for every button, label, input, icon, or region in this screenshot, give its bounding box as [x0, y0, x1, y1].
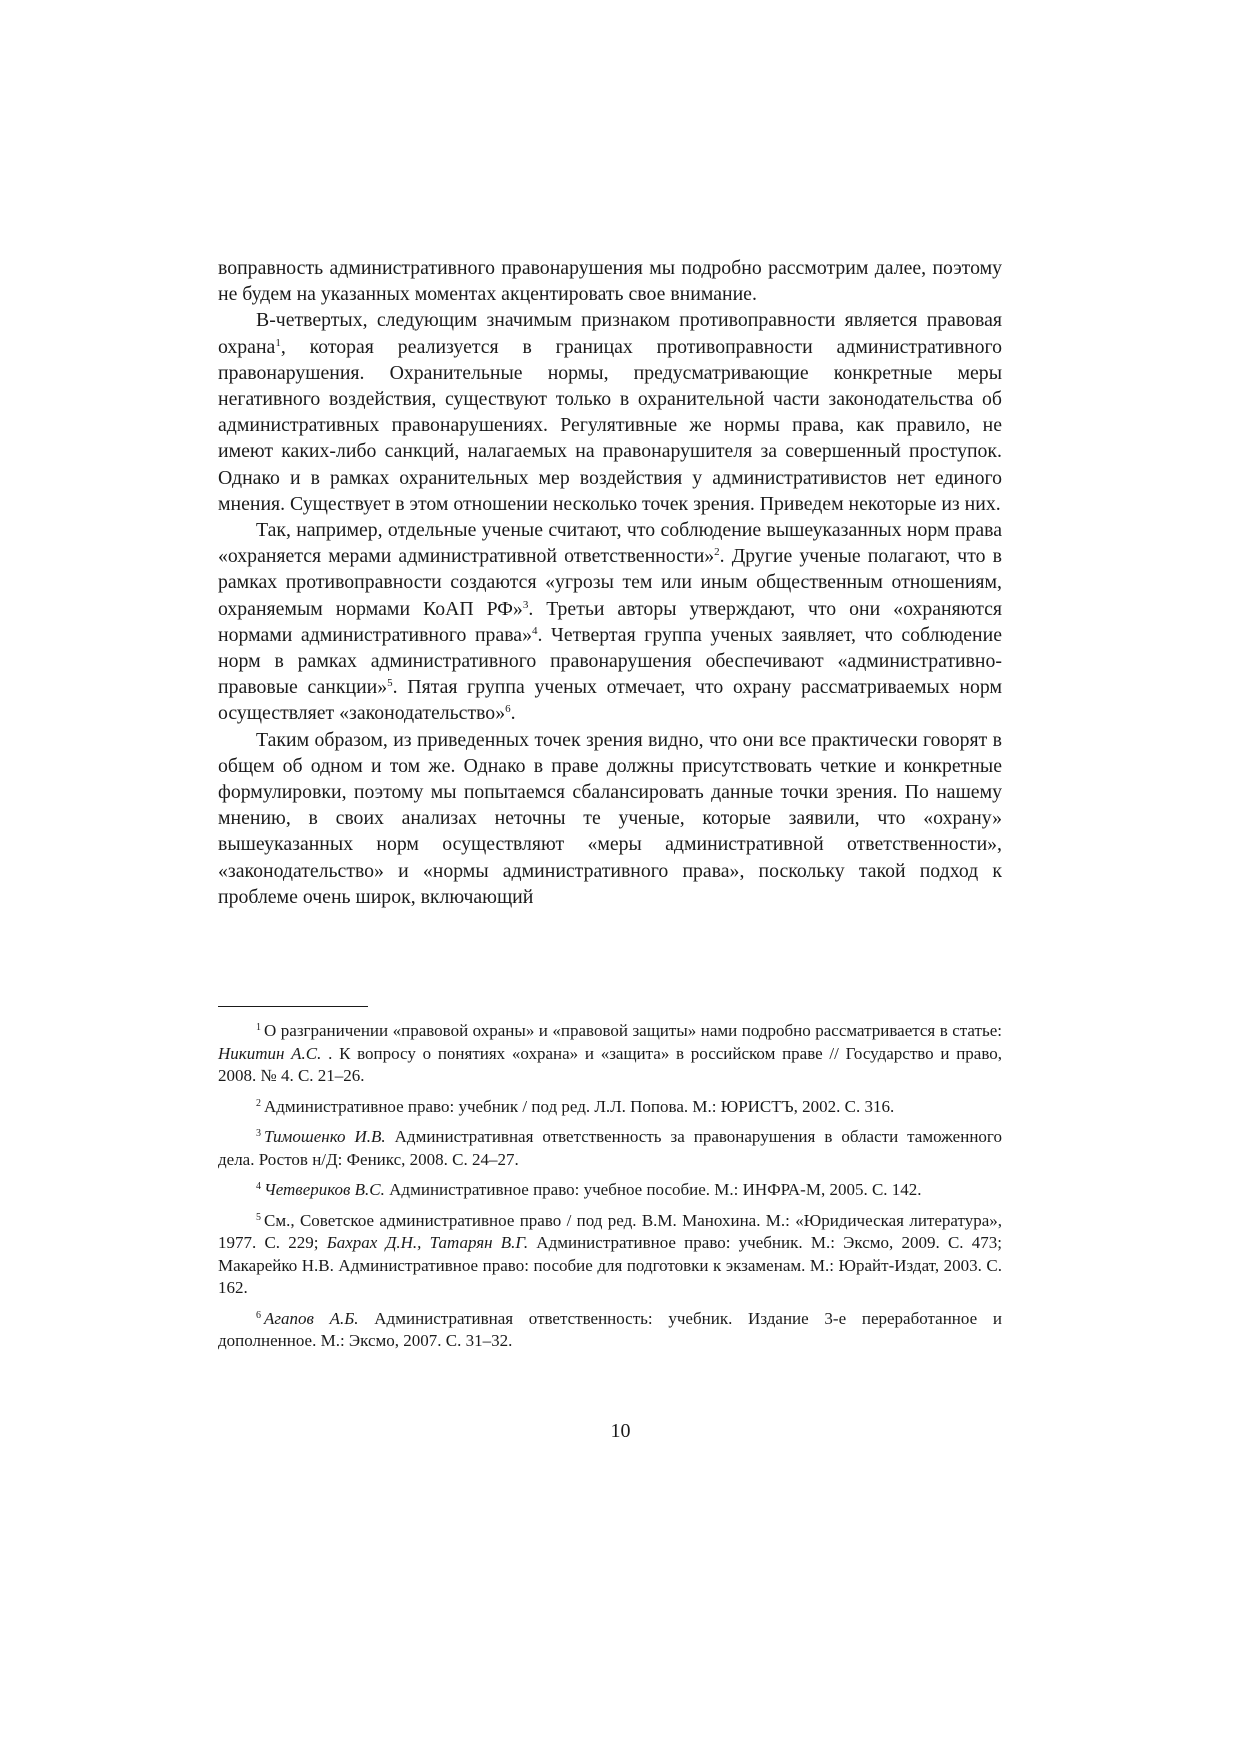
footnote-3: $^3$ Тимошенко И.В. Административная ответственность за правонарушения в области таможенного дела. Ростов н/Д: Феникс, 2008. С. 24–27.	[218, 1127, 1002, 1169]
footnote-number: 6	[256, 1309, 261, 1321]
footnote-ref-3[interactable]: 3	[522, 598, 529, 611]
page-number: 10	[610, 1420, 631, 1442]
footnote-6: $^6$ Агапов А.Б. Административная ответственность: учебник. Издание 3-е переработанное и дополненное. М.: Эксмо, 2007. С. 31–32.	[218, 1308, 1002, 1350]
footnote-number: 4	[256, 1181, 261, 1192]
paragraph-conclusion: Таким образом, из приведенных точек зрения видно, что они все практически говорят в общем об одном и том же. Однако в праве должны присутствовать четкие и конкретные формулировки, поэтому мы попытаемся сбалансировать данные точки зрения. По нашему мнению, в своих анализах неточны те ученые, которые заявили, что «охрану» вышеуказанных норм осуществляют «меры административной ответственности», «законодательство» и «нормы административного права», поскольку такой подход к проблеме очень широк, включающий	[218, 728, 1002, 908]
main-text	[218, 255, 1002, 910]
footnote-ref-2[interactable]: 2	[714, 546, 720, 559]
paragraph-continuation: воправность административного правонарушения мы подробно рассмотрим далее, поэтому не будем на указанных моментах акцентировать свое внимание.	[218, 257, 1002, 306]
paragraph-legal-protection: В-четвертых, следующим значимым признаком противоправности является правовая охрана$^1$, которая реализуется в границах противоправности административного правонарушения. Охранительные нормы, предусматривающие конкретные меры негативного воздействия, существуют только в охранительной части законодательства об административных правонарушениях. Регулятивные же нормы права, как правило, не имеют каких-либо санкций, налагаемых на правонарушителя за совершенный проступок. Однако и в рамках охранительных мер воздействия у административистов нет единого мнения. Существует в этом отношении несколько точек зрения. Приведем некоторые из них.	[218, 309, 1002, 515]
footnote-5: $^5$ См., Советское административное право / под ред. В.М. Манохина. М.: «Юридическая литература», 1977. С. 229; Бахрах Д.Н., Татарян В.Г. Административное право: учебник. М.: Эксмо, 2009. С. 473; Макарейко Н.В. Административное право: пособие для подготовки к экзаменам. М.: Юрайт-Издат, 2003. С. 162.	[218, 1210, 1002, 1297]
footnotes	[218, 1020, 1002, 1361]
footnote-number: 2	[256, 1097, 261, 1109]
footnote-ref-6[interactable]: 6	[505, 703, 511, 716]
footnote-1: $^1$ О разграничении «правовой охраны» и «правовой защиты» нами подробно рассматривается в статье: Никитин А.С. . К вопросу о понятиях «охрана» и «защита» в российском праве // Государство и право, 2008. № 4. С. 21–26.	[218, 1021, 1003, 1085]
footnote-4: $^4$ Четвериков В.С. Административное право: учебное пособие. М.: ИНФРА-М, 2005. С. 142.	[256, 1180, 922, 1199]
footnote-ref-4[interactable]: 4	[531, 624, 538, 637]
paragraph-viewpoints: Так, например, отдельные ученые считают, что соблюдение вышеуказанных норм права «охраняется мерами административной ответственности»$^2$. Другие ученые полагают, что в рамках противоправности создаются «угрозы тем или иным общественным отношениям, охраняемым нормами КоАП РФ»$^3$. Третьи авторы утверждают, что они «охраняются нормами административного права»$^4$. Четвертая группа ученых заявляет, что соблюдение норм в рамках административного правонарушения обеспечивают «административно-правовые санкции»$^5$. Пятая группа ученых отмечает, что охрану рассматриваемых норм осуществляет «законодательство»$^6$.	[218, 519, 1002, 725]
footnote-number: 1	[256, 1022, 261, 1033]
footnote-number: 3	[256, 1128, 261, 1139]
footnote-ref-1[interactable]: 1	[275, 336, 281, 349]
footnote-separator	[218, 1006, 368, 1007]
footnote-number: 5	[256, 1211, 261, 1223]
footnote-ref-5[interactable]: 5	[387, 677, 393, 690]
footnote-2: $^2$ Административное право: учебник / под ред. Л.Л. Попова. М.: ЮРИСТЪ, 2002. С. 316.	[256, 1096, 895, 1116]
